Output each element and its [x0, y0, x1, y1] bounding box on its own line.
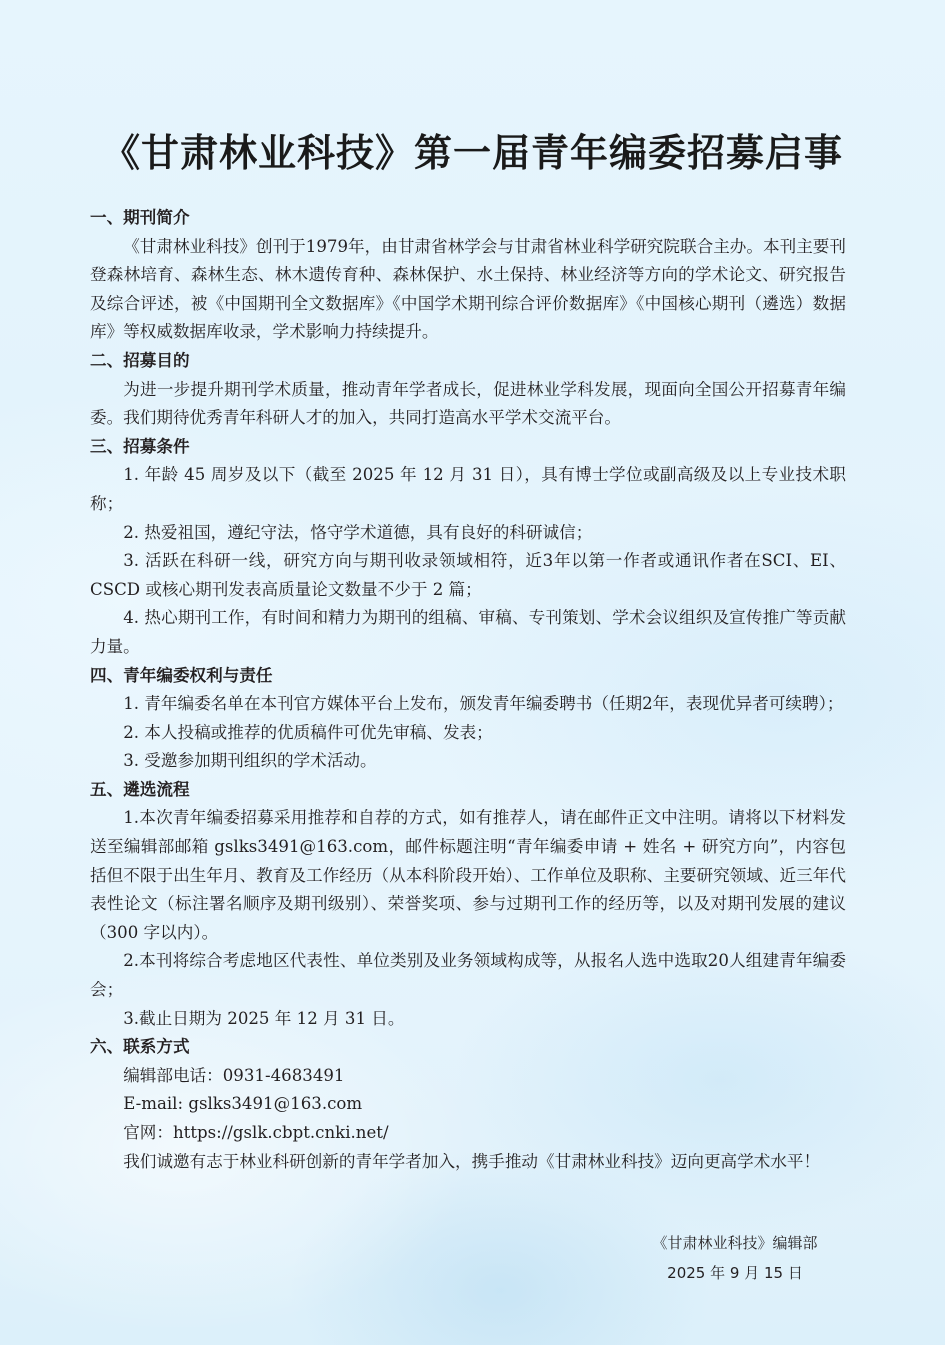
signature-organization: 《甘肃林业科技》编辑部 [652, 1234, 818, 1252]
rights-item-1: 1. 青年编委名单在本刊官方媒体平台上发布，颁发青年编委聘书（任期2年，表现优异者可续聘）； [123, 694, 844, 714]
rights-item-3: 3. 受邀参加期刊组织的学术活动。 [123, 751, 377, 771]
section-heading-contact: 六、联系方式 [90, 1037, 190, 1057]
contact-website[interactable]: 官网：https://gslk.cbpt.cnki.net/ [123, 1123, 389, 1142]
condition-item-2: 2. 热爱祖国，遵纪守法，恪守学术道德，具有良好的科研诚信； [123, 522, 593, 542]
condition-item-3: 3. 活跃在科研一线，研究方向与期刊收录领域相符，近3年以第一作者或通讯作者在SCI、EI、CSCD 或核心期刊发表高质量论文数量不少于 2 篇； [90, 551, 846, 599]
journal-intro-paragraph: 《甘肃林业科技》创刊于1979年，由甘肃省林学会与甘肃省林业科学研究院联合主办。本刊主要刊登森林培育、森林生态、林木遗传育种、森林保护、水土保持、林业经济等方向的学术论文、研究报告及综合评述，被《中国期刊全文数据库》《中国学术期刊综合评价数据库》《中国核心期刊（遴选）数据库》等权威数据库收录，学术影响力持续提升。 [90, 236, 846, 342]
signature-date: 2025 年 9 月 15 日 [667, 1264, 803, 1282]
document-title: 《甘肃林业科技》第一届青年编委招募启事 [101, 131, 843, 175]
contact-phone: 编辑部电话：0931-4683491 [123, 1065, 345, 1085]
process-item-1: 1.本次青年编委招募采用推荐和自荐的方式，如有推荐人，请在邮件正文中注明。请将以下材料发送至编辑部邮箱 gslks3491@163.com，邮件标题注明“青年编委申请 + 姓名 + 研究方向”，内容包括但不限于出生年月、教育及工作经历（从本科阶段开始）、工作单位及职称、主要研究领域、近三年代表性论文（标注署名顺序及期刊级别）、荣誉奖项、参与过期刊工作的经历等，以及对期刊发展的建议（300 字以内）。 [90, 808, 846, 942]
contact-email[interactable]: E-mail: gslks3491@163.com [123, 1094, 363, 1114]
signature-block [620, 1228, 850, 1288]
rights-item-2: 2. 本人投稿或推荐的优质稿件可优先审稿、发表； [123, 722, 493, 742]
section-heading-recruitment-conditions: 三、招募条件 [90, 436, 190, 456]
condition-item-1: 1. 年龄 45 周岁及以下（截至 2025 年 12 月 31 日），具有博士学位或副高级及以上专业技术职称； [90, 465, 846, 513]
section-heading-recruitment-purpose: 二、招募目的 [90, 350, 190, 370]
process-item-2: 2.本刊将综合考虑地区代表性、单位类别及业务领域构成等，从报名人选中选取20人组建青年编委会； [90, 951, 846, 1000]
section-heading-selection-process: 五、遴选流程 [90, 779, 190, 799]
document-body [90, 204, 846, 1176]
recruitment-purpose-paragraph: 为进一步提升期刊学术质量，推动青年学者成长，促进林业学科发展，现面向全国公开招募青年编委。我们期待优秀青年科研人才的加入，共同打造高水平学术交流平台。 [90, 379, 846, 428]
process-item-3: 3.截止日期为 2025 年 12 月 31 日。 [123, 1008, 405, 1028]
section-heading-journal-intro: 一、期刊简介 [90, 208, 190, 227]
section-heading-rights-responsibilities: 四、青年编委权利与责任 [90, 665, 273, 685]
closing-invitation: 我们诚邀有志于林业科研创新的青年学者加入，携手推动《甘肃林业科技》迈向更高学术水平！ [123, 1151, 821, 1171]
condition-item-4: 4. 热心期刊工作，有时间和精力为期刊的组稿、审稿、专刊策划、学术会议组织及宣传推广等贡献力量。 [90, 608, 846, 656]
